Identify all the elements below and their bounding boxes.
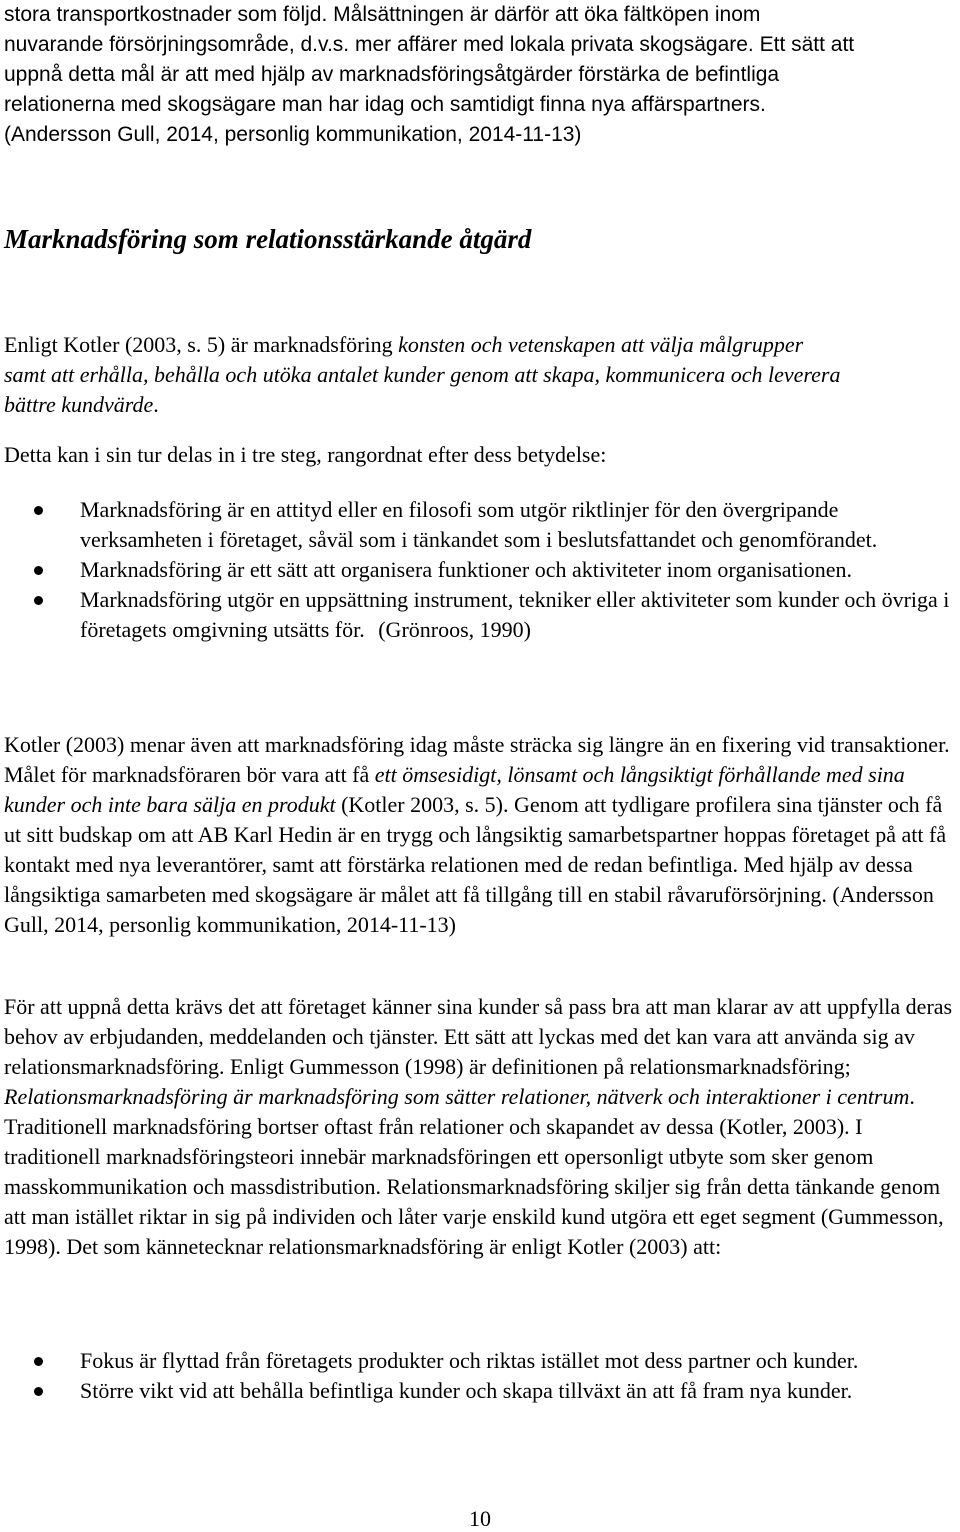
paragraph-text: . Traditionell marknadsföring bortser oftast från relationer och skapandet av dessa (Kotler, 2003). I traditionell marknadsföringsteori innebär marknadsföringen ett opersonligt utbyte som sker genom masskommunikation och massdistribution. Relationsmarknadsföring skiljer sig från detta tänkande genom att man istället riktar in sig på individen och låter varje enskild kund utgöra ett eget segment (Gummesson, 1998). Det som kännetecknar relationsmarknadsföring är enligt Kotler (2003) att: [4,1084,944,1259]
three-steps-intro: Detta kan i sin tur delas in i tre steg, rangordnat efter dess betydelse: [4,442,607,467]
list-item-text: Marknadsföring är en attityd eller en filosofi som utgör riktlinjer för den övergripande verksamheten i företaget, såväl som i tänkandet som i beslutsfattandet och genomförandet. [80,497,878,552]
intro-line: nuvarande försörjningsområde, d.v.s. mer affärer med lokala privata skogsägare. Ett sätt att [4,33,855,56]
kotler-definition-paragraph [4,330,844,420]
intro-line: stora transportkostnader som följd. Målsättningen är därför att öka fältköpen inom [4,3,761,26]
paragraph-kotler-relations [4,730,954,940]
paragraph-quote: ett ömsesidigt, lönsamt och långsiktigt förhållande med sina kunder och inte bara sälja en produkt [4,762,905,817]
list-item [4,555,954,585]
list-item [4,1346,954,1376]
paragraph-quote: Relationsmarknadsföring är marknadsföring som sätter relationer, nätverk och interaktioner i centrum [4,1084,910,1109]
section-heading: Marknadsföring som relationsstärkande åtgärd [4,224,532,254]
paragraph-text: För att uppnå detta krävs det att företaget känner sina kunder så pass bra att man klarar av att uppfylla deras behov av erbjudanden, meddelanden och tjänster. Ett sätt att lyckas med det kan vara att använda sig av relationsmarknadsföring. Enligt Gummesson (1998) är definitionen på relationsmarknadsföring; [4,994,953,1079]
intro-citation: (Andersson Gull, 2014, personlig kommunikation, 2014-11-13) [4,123,582,146]
list-item-text: Större vikt vid att behålla befintliga kunder och skapa tillväxt än att få fram nya kunder. [80,1378,853,1403]
intro-paragraph [4,0,954,150]
three-steps-list [4,495,954,645]
list-item [4,1376,954,1406]
list-item-text: Fokus är flyttad från företagets produkter och riktas istället mot dess partner och kunder. [80,1348,859,1373]
paragraph-relationship-marketing [4,992,954,1262]
list-item [4,585,954,645]
bullet-icon [34,506,43,515]
page-number: 10 [469,1506,491,1531]
paragraph-text: Kotler (2003) menar även att marknadsföring idag måste sträcka sig längre än en fixering vid transaktioner. Målet för marknadsföraren bör vara att få [4,732,950,787]
list-item [4,495,954,555]
three-steps-citation: (Grönroos, 1990) [378,617,531,642]
list-item-text: Marknadsföring är ett sätt att organisera funktioner och aktiviteter inom organisationen. [80,557,853,582]
bullet-icon [34,1357,43,1366]
kotler-definition-suffix: . [153,392,159,417]
bullet-icon [34,1387,43,1396]
bullet-icon [34,596,43,605]
bullet-icon [34,566,43,575]
intro-line: uppnå detta mål är att med hjälp av marknadsföringsåtgärder förstärka de befintliga [4,63,780,86]
intro-line: relationerna med skogsägare man har idag och samtidigt finna nya affärspartners. [4,93,766,116]
kotler-definition-quote: konsten och vetenskapen att välja målgrupper samt att erhålla, behålla och utöka antalet kunder genom att skapa, kommunicera och leverera bättre kundvärde [4,332,841,417]
list-item-text: Marknadsföring utgör en uppsättning instrument, tekniker eller aktiviteter som kunder och övriga i företagets omgivning utsätts för. [80,587,950,642]
kotler-definition-prefix: Enligt Kotler (2003, s. 5) är marknadsföring [4,332,399,357]
relation-points-list [4,1346,954,1406]
paragraph-text: (Kotler 2003, s. 5). Genom att tydligare profilera sina tjänster och få ut sitt budskap om att AB Karl Hedin är en trygg och långsiktig samarbetspartner hoppas företaget på att få kontakt med nya leverantörer, samt att förstärka relationen med de redan befintliga. Med hjälp av dessa långsiktiga samarbeten med skogsägare är målet att få tillgång till en stabil råvaruförsörjning. (Andersson Gull, 2014, personlig kommunikation, 2014-11-13) [4,792,947,937]
